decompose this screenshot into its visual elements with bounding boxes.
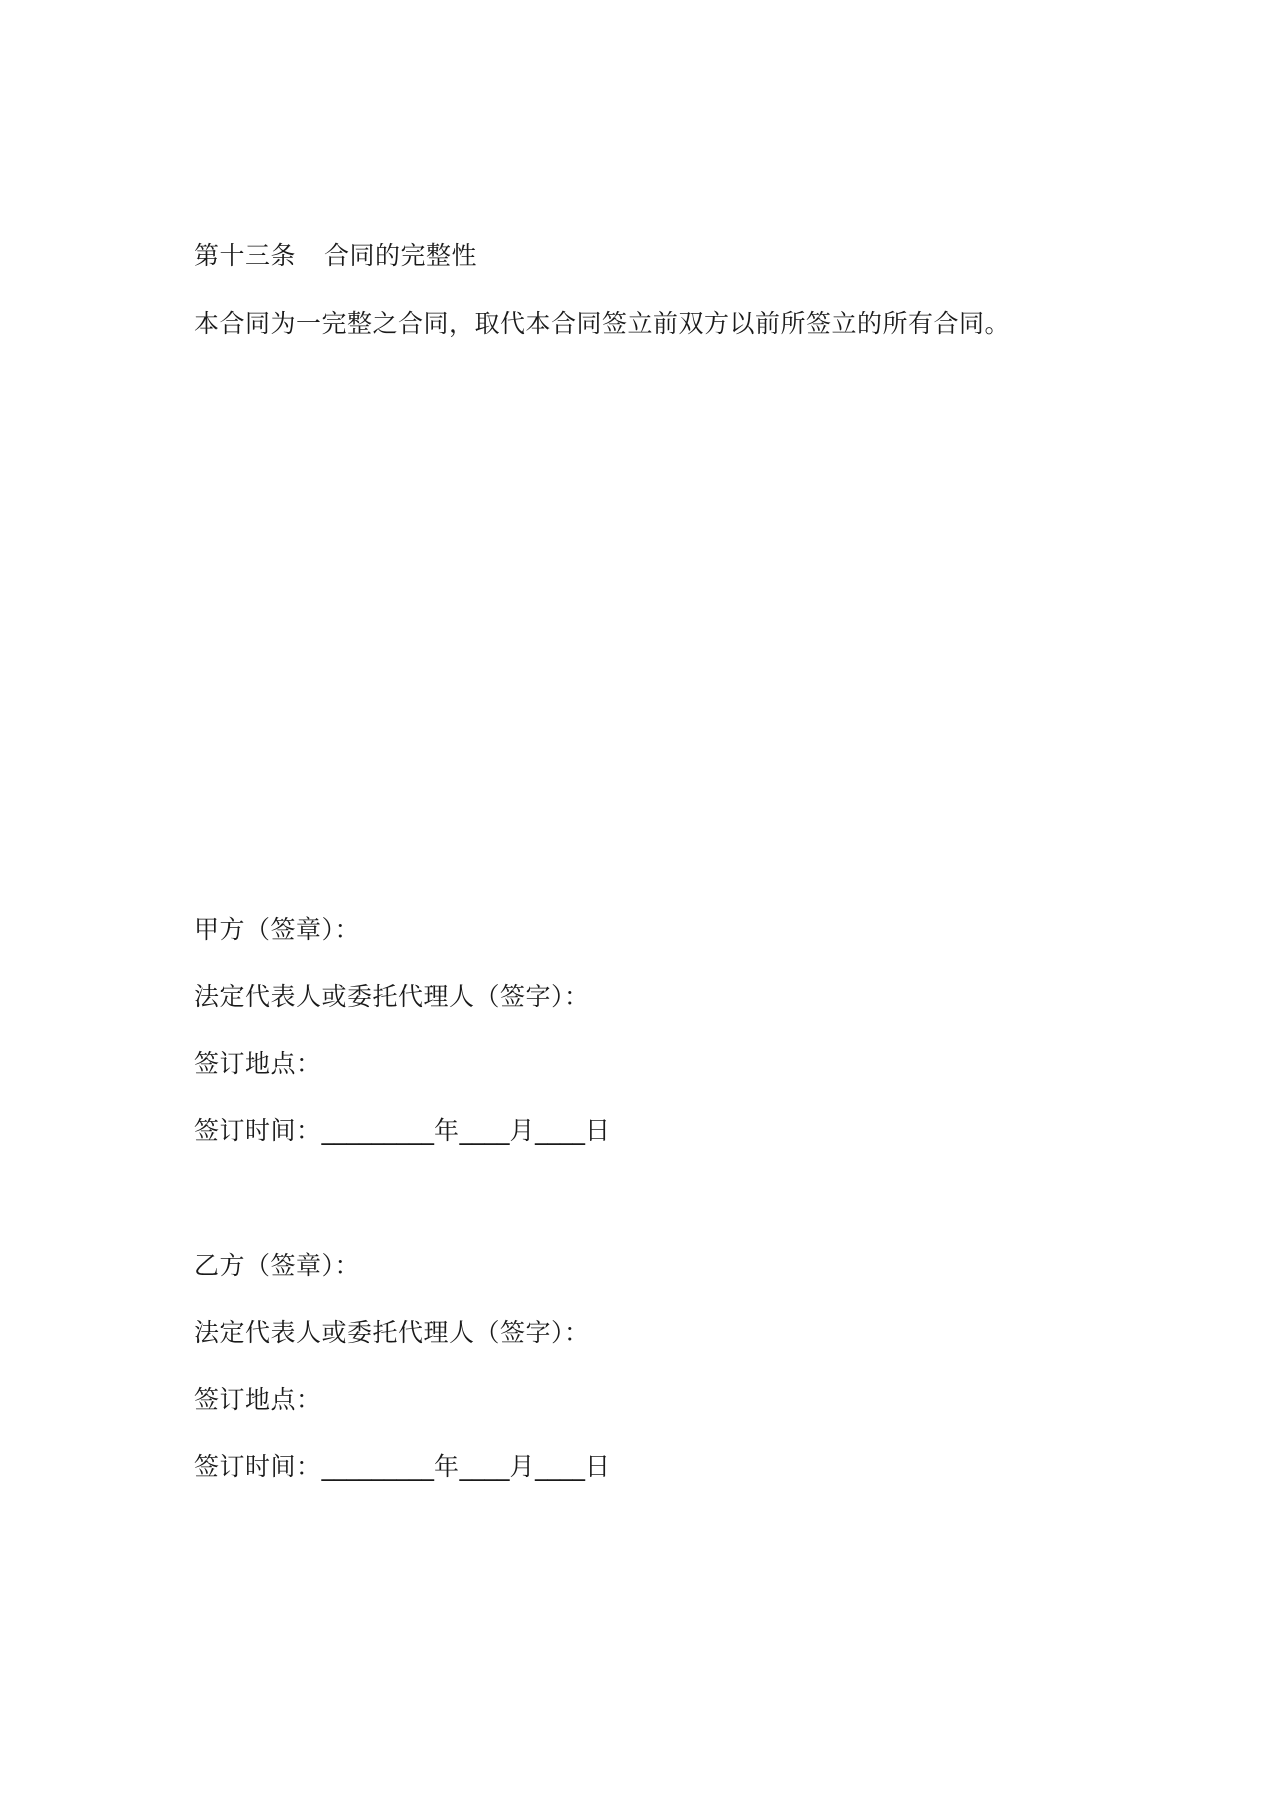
month-char: 月 — [509, 1452, 536, 1481]
party-a-place: 签订地点： — [194, 1049, 322, 1078]
month-char: 月 — [509, 1116, 536, 1145]
article-title: 合同的完整性 — [324, 241, 478, 270]
party-b-date — [194, 1451, 611, 1483]
party-a-date — [194, 1115, 611, 1147]
date-label: 签订时间： — [194, 1116, 322, 1145]
party-a-representative: 法定代表人或委托代理人（签字）： — [194, 982, 590, 1011]
article-body: 本合同为一完整之合同，取代本合同签立前双方以前所签立的所有合同。 — [194, 309, 1011, 338]
month-blank: ____ — [459, 1116, 510, 1145]
year-blank: _________ — [321, 1452, 435, 1481]
date-label: 签订时间： — [194, 1452, 322, 1481]
article-heading — [194, 240, 477, 272]
month-blank: ____ — [459, 1452, 510, 1481]
party-b-representative: 法定代表人或委托代理人（签字）： — [194, 1318, 590, 1347]
party-b-seal: 乙方（签章）： — [194, 1251, 361, 1280]
year-blank: _________ — [321, 1116, 435, 1145]
year-char: 年 — [434, 1116, 460, 1145]
party-b-place: 签订地点： — [194, 1385, 322, 1414]
party-a-seal: 甲方（签章）： — [194, 915, 361, 944]
article-number: 第十三条 — [194, 241, 297, 270]
day-char: 日 — [585, 1452, 611, 1481]
day-blank: ____ — [535, 1452, 586, 1481]
day-char: 日 — [585, 1116, 611, 1145]
year-char: 年 — [434, 1452, 460, 1481]
day-blank: ____ — [535, 1116, 586, 1145]
